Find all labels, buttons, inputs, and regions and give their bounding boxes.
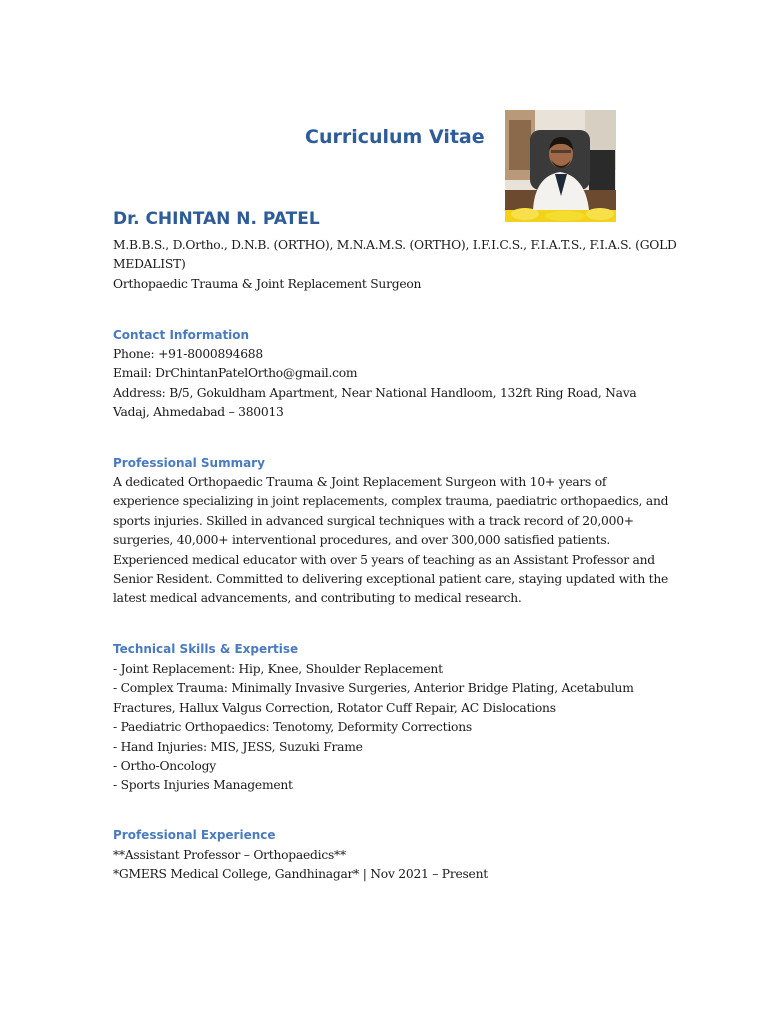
skill-line: - Paediatric Orthopaedics: Tenotomy, Deformity Corrections — [113, 720, 472, 735]
summary-heading: Professional Summary — [113, 456, 265, 470]
document-title: Curriculum Vitae — [305, 126, 485, 148]
summary-block — [113, 473, 669, 609]
credentials-line: MEDALIST) — [113, 257, 186, 272]
experience-role: **Assistant Professor – Orthopaedics** — [113, 848, 346, 862]
experience-organization: *GMERS Medical College, Gandhinagar* | Nov 2021 – Present — [113, 867, 488, 882]
skill-line: - Joint Replacement: Hip, Knee, Shoulder Replacement — [113, 662, 443, 676]
skills-heading: Technical Skills & Expertise — [113, 642, 299, 656]
summary-line: surgeries, 40,000+ interventional procedures, and over 300,000 satisfied patients. — [113, 533, 611, 548]
summary-line: Experienced medical educator with over 5 years of teaching as an Assistant Professor and — [113, 552, 655, 567]
profile-photo — [505, 110, 616, 222]
candidate-name: Dr. CHINTAN N. PATEL — [113, 209, 320, 229]
summary-line: latest medical advancements, and contributing to medical research. — [113, 591, 522, 606]
experience-heading: Professional Experience — [113, 828, 276, 842]
skill-line: Fractures, Hallux Valgus Correction, Rotator Cuff Repair, AC Dislocations — [113, 700, 556, 715]
summary-line: Senior Resident. Committed to delivering exceptional patient care, staying updated with the — [113, 572, 669, 587]
experience-block — [113, 846, 658, 885]
summary-line: A dedicated Orthopaedic Trauma & Joint Replacement Surgeon with 10+ years of — [113, 475, 607, 489]
skill-line: - Hand Injuries: MIS, JESS, Suzuki Frame — [113, 739, 363, 754]
profile-photo-image — [505, 110, 616, 222]
contact-email: Email: DrChintanPatelOrtho@gmail.com — [113, 366, 358, 381]
summary-line: experience specializing in joint replacements, complex trauma, paediatric orthopaedics, and — [113, 494, 669, 509]
contact-heading: Contact Information — [113, 328, 250, 342]
skills-block — [113, 660, 658, 796]
designation: Orthopaedic Trauma & Joint Replacement Surgeon — [113, 276, 422, 291]
contact-phone: Phone: +91-8000894688 — [113, 347, 263, 361]
contact-address-line: Address: B/5, Gokuldham Apartment, Near National Handloom, 132ft Ring Road, Nava — [113, 385, 637, 400]
credentials-block — [113, 236, 677, 294]
contact-block — [113, 345, 658, 423]
contact-address-line: Vadaj, Ahmedabad – 380013 — [113, 405, 284, 420]
credentials-line: M.B.B.S., D.Ortho., D.N.B. (ORTHO), M.N.A.M.S. (ORTHO), I.F.I.C.S., F.I.A.T.S., F.I.A.S. (GOLD — [113, 238, 677, 252]
summary-line: sports injuries. Skilled in advanced surgical techniques with a track record of 20,000+ — [113, 513, 634, 528]
skill-line: - Ortho-Oncology — [113, 759, 216, 774]
skill-line: - Complex Trauma: Minimally Invasive Surgeries, Anterior Bridge Plating, Acetabulum — [113, 681, 634, 696]
skill-line: - Sports Injuries Management — [113, 778, 293, 793]
